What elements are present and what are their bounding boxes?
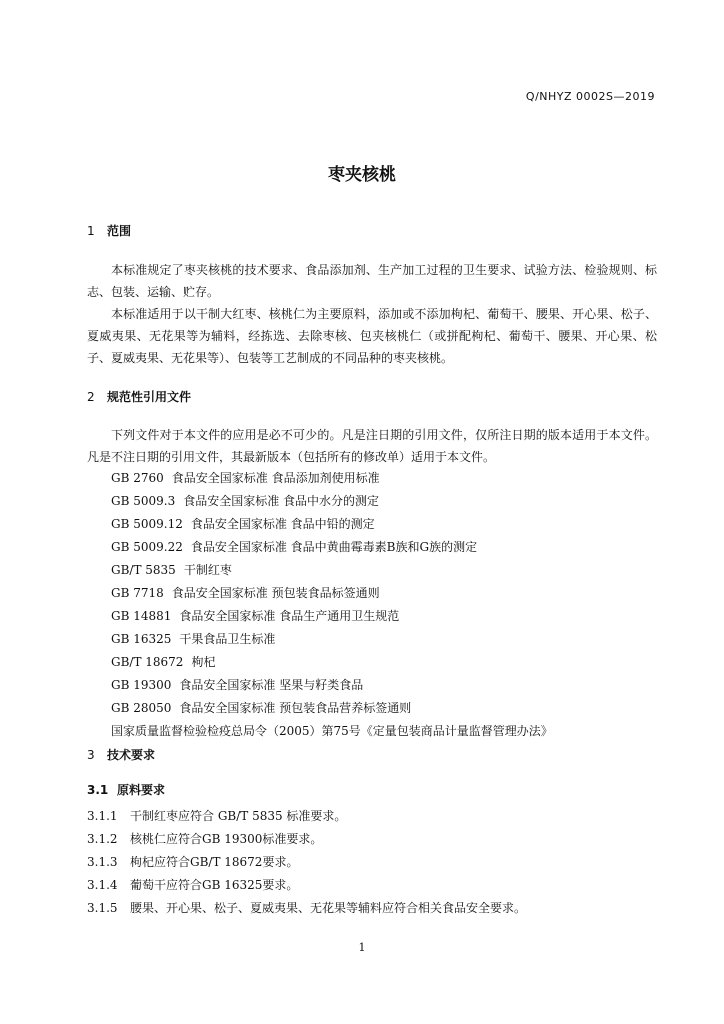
- requirement-text: 葡萄干应符合GB 16325要求。: [130, 878, 299, 892]
- section-number: 2: [87, 390, 95, 404]
- reference-name: 干果食品卫生标准: [179, 632, 276, 646]
- reference-code: GB 19300: [111, 678, 172, 692]
- requirement-item: [87, 828, 526, 851]
- reference-item: [111, 559, 553, 582]
- reference-name: 食品安全国家标准 食品生产通用卫生规范: [179, 609, 400, 623]
- standard-code: Q/NHYZ 0002S—2019: [525, 90, 655, 103]
- requirement-item: [87, 897, 526, 920]
- reference-item: [111, 536, 553, 559]
- subsection-title: 原料要求: [117, 783, 166, 797]
- reference-name: 食品安全国家标准 食品中黄曲霉毒素B族和G族的测定: [190, 540, 478, 554]
- section-3-heading: [87, 746, 155, 763]
- scope-paragraph-2: 本标准适用于以干制大红枣、核桃仁为主要原料，添加或不添加枸杞、葡萄干、腰果、开心果、松子、夏威夷果、无花果等为辅料，经拣选、去除枣核、包夹核桃仁（或拼配枸杞、葡萄干、腰果、开心果、松子、夏威夷果、无花果等）、包装等工艺制成的不同品种的枣夹核桃。: [87, 307, 657, 365]
- requirement-list: [87, 805, 526, 920]
- reference-name: 枸杞: [191, 655, 216, 669]
- reference-item: [111, 697, 553, 720]
- reference-code: GB 5009.22: [111, 540, 183, 554]
- reference-code: GB/T 18672: [111, 655, 184, 669]
- requirement-text: 腰果、开心果、松子、夏威夷果、无花果等辅料应符合相关食品安全要求。: [130, 901, 527, 915]
- section-title: 技术要求: [107, 748, 156, 762]
- reference-item: [111, 720, 553, 743]
- reference-code: GB 16325: [111, 632, 172, 646]
- requirement-number: 3.1.3: [87, 855, 118, 869]
- reference-item: [111, 628, 553, 651]
- section-title: 范围: [107, 224, 132, 238]
- reference-code: GB 5009.3: [111, 494, 176, 508]
- section-number: 3: [87, 748, 95, 762]
- reference-code: GB 2760: [111, 471, 164, 485]
- reference-name: 食品安全国家标准 预包装食品标签通则: [171, 586, 380, 600]
- reference-item: [111, 582, 553, 605]
- reference-name: 食品安全国家标准 坚果与籽类食品: [179, 678, 364, 692]
- reference-item: [111, 651, 553, 674]
- requirement-item: [87, 874, 526, 897]
- reference-item: [111, 467, 553, 490]
- reference-list: [111, 467, 553, 743]
- requirement-item: [87, 851, 526, 874]
- reference-code: GB 14881: [111, 609, 172, 623]
- reference-name: 国家质量监督检验检疫总局令（2005）第75号《定量包装商品计量监督管理办法》: [111, 724, 553, 738]
- requirement-number: 3.1.1: [87, 809, 118, 823]
- document-title: 枣夹核桃: [328, 165, 396, 185]
- reference-item: [111, 490, 553, 513]
- requirement-text: 枸杞应符合GB/T 18672要求。: [130, 855, 299, 869]
- requirement-text: 干制红枣应符合 GB/T 5835 标准要求。: [130, 809, 347, 823]
- subsection-3-1-heading: [87, 781, 165, 798]
- reference-item: [111, 513, 553, 536]
- reference-name: 食品安全国家标准 预包装食品营养标签通则: [179, 701, 412, 715]
- page-number: 1: [358, 941, 366, 954]
- section-title: 规范性引用文件: [107, 390, 192, 404]
- scope-paragraph-1: 本标准规定了枣夹核桃的技术要求、食品添加剂、生产加工过程的卫生要求、试验方法、检验规则、标志、包装、运输、贮存。: [87, 263, 657, 299]
- reference-name: 食品安全国家标准 食品添加剂使用标准: [171, 471, 380, 485]
- reference-name: 干制红枣: [183, 563, 232, 577]
- normative-intro-paragraph: 下列文件对于本文件的应用是必不可少的。凡是注日期的引用文件，仅所注日期的版本适用于本文件。凡是不注日期的引用文件，其最新版本（包括所有的修改单）适用于本文件。: [87, 428, 657, 464]
- section-2-heading: [87, 388, 191, 405]
- reference-code: GB 28050: [111, 701, 172, 715]
- requirement-number: 3.1.5: [87, 901, 118, 915]
- reference-name: 食品安全国家标准 食品中铅的测定: [190, 517, 375, 531]
- requirement-number: 3.1.4: [87, 878, 118, 892]
- requirement-text: 核桃仁应符合GB 19300标准要求。: [130, 832, 323, 846]
- section-number: 1: [87, 224, 95, 238]
- reference-name: 食品安全国家标准 食品中水分的测定: [183, 494, 380, 508]
- reference-code: GB 5009.12: [111, 517, 183, 531]
- reference-item: [111, 605, 553, 628]
- reference-code: GB 7718: [111, 586, 164, 600]
- requirement-item: [87, 805, 526, 828]
- reference-code: GB/T 5835: [111, 563, 176, 577]
- subsection-number: 3.1: [87, 783, 109, 797]
- section-1-heading: [87, 222, 131, 239]
- requirement-number: 3.1.2: [87, 832, 118, 846]
- reference-item: [111, 674, 553, 697]
